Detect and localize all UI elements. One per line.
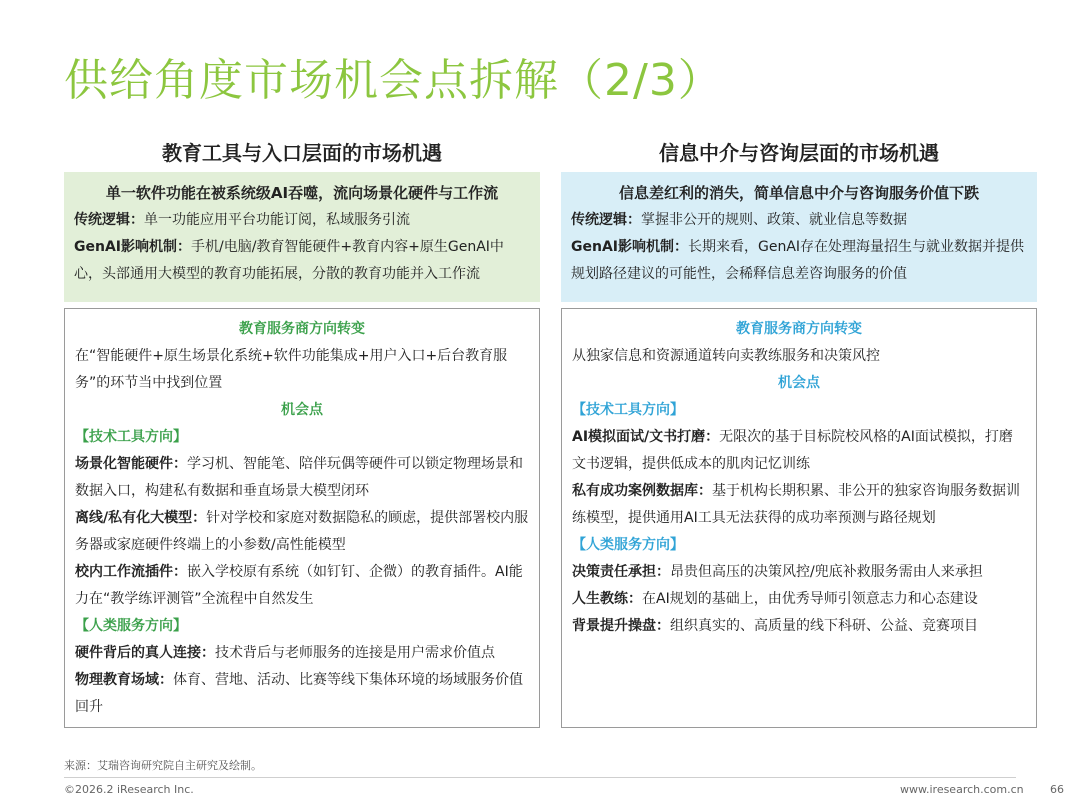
left-genai-text: 手机/电脑/教育智能硬件+教育内容+原生GenAI中心，头部通用大模型的教育功能拓展，分散的教育功能并入工作流 <box>74 239 504 282</box>
left-tech-item-text: 嵌入学校原有系统（如钉钉、企微）的教育插件。AI能力在“教学练评测管”全流程中自然发生 <box>75 564 523 607</box>
right-tech-item-text: 无限次的基于目标院校风格的AI面试模拟，打磨文书逻辑，提供低成本的肌肉记忆训练 <box>572 429 1013 472</box>
right-human-item <box>572 613 1026 640</box>
right-detail-box <box>561 308 1037 728</box>
right-genai-label: GenAI影响机制： <box>571 239 688 255</box>
right-human-item-label: 背景提升操盘： <box>572 618 670 634</box>
right-traditional-logic <box>571 207 1027 234</box>
website-link[interactable]: www.iresearch.com.cn <box>900 783 1024 796</box>
right-genai-mechanism <box>571 234 1027 288</box>
right-tech-heading: 【技术工具方向】 <box>572 402 684 418</box>
left-tech-item <box>75 559 529 613</box>
left-summary-headline: 单一软件功能在被系统级AI吞噬，流向场景化硬件与工作流 <box>105 184 499 202</box>
left-tech-item <box>75 505 529 559</box>
right-column-heading: 信息中介与咨询层面的市场机遇 <box>659 141 939 165</box>
left-traditional-label: 传统逻辑： <box>74 212 144 228</box>
right-tech-item-label: 私有成功案例数据库： <box>572 483 712 499</box>
left-tech-item-text: 针对学校和家庭对数据隐私的顾虑，提供部署校内服务器或家庭硬件终端上的小参数/高性能模型 <box>75 510 529 553</box>
right-genai-text: 长期来看，GenAI存在处理海量招生与就业数据并提供规划路径建议的可能性，会稀释信息差咨询服务的价值 <box>571 239 1025 282</box>
left-human-item-label: 硬件背后的真人连接： <box>75 645 215 661</box>
right-human-item <box>572 586 1026 613</box>
copyright: ©2026.2 iResearch Inc. <box>64 783 194 796</box>
left-summary-box <box>64 172 540 302</box>
right-tech-item-text: 基于机构长期积累、非公开的独家咨询服务数据训练模型，提供通用AI工具无法获得的成功率预测与路径规划 <box>572 483 1020 526</box>
left-tech-item-label: 校内工作流插件： <box>75 564 187 580</box>
left-tech-item <box>75 451 529 505</box>
right-tech-item-label: AI模拟面试/文书打磨： <box>572 429 720 445</box>
left-shift-title: 教育服务商方向转变 <box>239 321 365 337</box>
right-human-item-label: 决策责任承担： <box>572 564 670 580</box>
left-human-item-label: 物理教育场域： <box>75 672 173 688</box>
left-human-item-text: 体育、营地、活动、比赛等线下集体环境的场域服务价值回升 <box>75 672 523 715</box>
left-shift-text: 在“智能硬件+原生场景化系统+软件功能集成+用户入口+后台教育服务”的环节当中找到位置 <box>75 348 508 391</box>
right-human-heading: 【人类服务方向】 <box>572 537 684 553</box>
left-genai-mechanism <box>74 234 530 288</box>
right-tech-item <box>572 478 1026 532</box>
right-human-item-text: 在AI规划的基础上，由优秀导师引领意志力和心态建设 <box>642 591 978 607</box>
right-opportunity-title: 机会点 <box>778 375 820 391</box>
right-human-item-text: 组织真实的、高质量的线下科研、公益、竞赛项目 <box>670 618 978 634</box>
left-opportunity-title: 机会点 <box>281 402 323 418</box>
right-shift-text: 从独家信息和资源通道转向卖教练服务和决策风控 <box>572 348 880 364</box>
left-tech-item-label: 离线/私有化大模型： <box>75 510 207 526</box>
right-human-item-label: 人生教练： <box>572 591 642 607</box>
page-number: 66 <box>1050 783 1064 796</box>
right-summary-headline: 信息差红利的消失，简单信息中介与咨询服务价值下跌 <box>618 184 979 202</box>
left-tech-heading: 【技术工具方向】 <box>75 429 187 445</box>
right-traditional-text: 掌握非公开的规则、政策、就业信息等数据 <box>641 212 907 228</box>
left-genai-label: GenAI影响机制： <box>74 239 191 255</box>
left-tech-item-text: 学习机、智能笔、陪伴玩偶等硬件可以锁定物理场景和数据入口，构建私有数据和垂直场景大模型闭环 <box>75 456 523 499</box>
footer-divider <box>64 777 1016 778</box>
left-human-item <box>75 667 529 721</box>
right-traditional-label: 传统逻辑： <box>571 212 641 228</box>
left-detail-box <box>64 308 540 728</box>
right-summary-box <box>561 172 1037 302</box>
page-title: 供给角度市场机会点拆解（2/3） <box>64 55 723 106</box>
right-shift-title: 教育服务商方向转变 <box>736 321 862 337</box>
source-note: 来源：艾瑞咨询研究院自主研究及绘制。 <box>64 759 262 772</box>
left-traditional-logic <box>74 207 530 234</box>
left-human-item-text: 技术背后与老师服务的连接是用户需求价值点 <box>215 645 495 661</box>
right-human-item-text: 昂贵但高压的决策风控/兜底补救服务需由人来承担 <box>670 564 983 580</box>
left-column-heading: 教育工具与入口层面的市场机遇 <box>162 141 442 165</box>
left-human-item <box>75 640 529 667</box>
left-traditional-text: 单一功能应用平台功能订阅，私域服务引流 <box>144 212 410 228</box>
left-human-heading: 【人类服务方向】 <box>75 618 187 634</box>
right-tech-item <box>572 424 1026 478</box>
left-tech-item-label: 场景化智能硬件： <box>75 456 187 472</box>
right-human-item <box>572 559 1026 586</box>
